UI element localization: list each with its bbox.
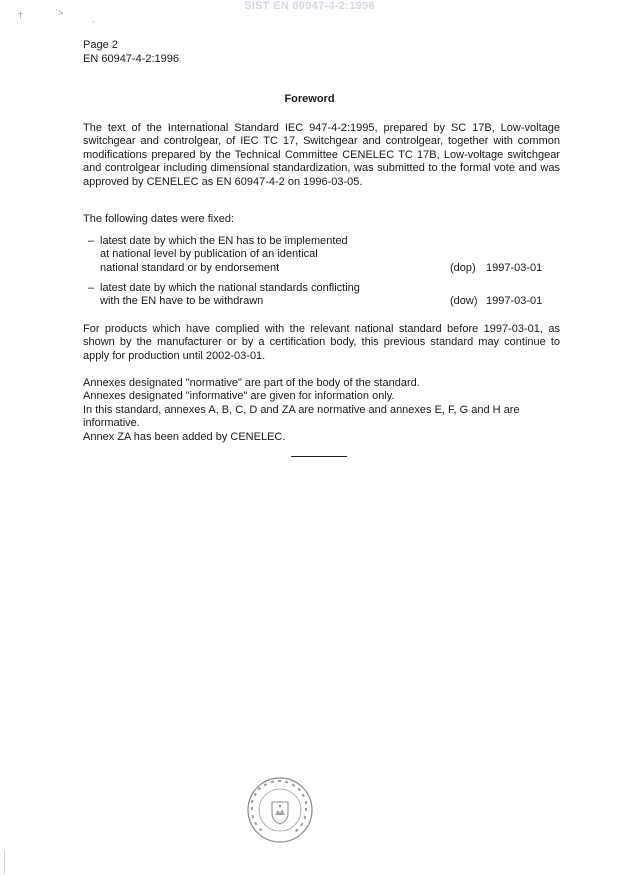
standard-number: EN 60947-4-2:1996 bbox=[83, 53, 180, 65]
official-seal-stamp-icon bbox=[245, 775, 315, 845]
scan-speck: † bbox=[18, 10, 24, 20]
date-value: 1997-03-01 bbox=[486, 262, 543, 274]
date-item-text: latest date by which the national standards conflicting bbox=[100, 282, 360, 294]
annex-note: In this standard, annexes A, B, C, D and ZA are normative and annexes E, F, G and H are informative. bbox=[83, 404, 520, 430]
date-abbreviation: (dow) bbox=[450, 295, 478, 307]
date-item-text: national standard or by endorsement bbox=[100, 261, 280, 274]
page-number: Page 2 bbox=[83, 39, 118, 51]
transition-paragraph: For products which have complied with the relevant national standard before 1997-03-01, as shown by the manufacturer or by a certification body, this previous standard may continue to apply for production until 2002-03-01. bbox=[83, 323, 560, 362]
watermark: SIST EN 60947-4-2:1998 bbox=[244, 0, 375, 12]
date-item-text: latest date by which the EN has to be implemented bbox=[100, 235, 348, 247]
scan-speck: `> bbox=[55, 8, 64, 18]
date-item-text: with the EN have to be withdrawn bbox=[100, 295, 264, 308]
end-divider bbox=[291, 456, 347, 457]
scan-speck: · bbox=[92, 16, 95, 26]
foreword-paragraph: The text of the International Standard IEC 947-4-2:1995, prepared by SC 17B, Low-voltage switchgear and controlgear, of IEC TC 17, Switchgear and controlgear, together with common modifications prepared by the Technical Committee CENELEC TC 17B, Low-voltage switchgear and controlgear including dimensional standardization, was submitted to the formal vote and was approved by CENELEC as EN 60947-4-2 on 1996-03-05. bbox=[83, 122, 560, 188]
list-dash: – bbox=[88, 282, 95, 294]
scan-edge bbox=[4, 850, 5, 874]
date-value: 1997-03-01 bbox=[486, 295, 543, 307]
dates-intro: The following dates were fixed: bbox=[83, 213, 235, 225]
date-abbreviation: (dop) bbox=[450, 262, 476, 274]
annex-note: Annexes designated "informative" are given for information only. bbox=[83, 390, 395, 402]
date-item-text: at national level by publication of an identical bbox=[100, 248, 318, 261]
annex-note: Annex ZA has been added by CENELEC. bbox=[83, 431, 286, 443]
page-header bbox=[83, 38, 179, 66]
annex-note: Annexes designated "normative" are part of the body of the standard. bbox=[83, 377, 420, 389]
list-dash: – bbox=[88, 235, 95, 247]
section-title: Foreword bbox=[284, 93, 335, 105]
